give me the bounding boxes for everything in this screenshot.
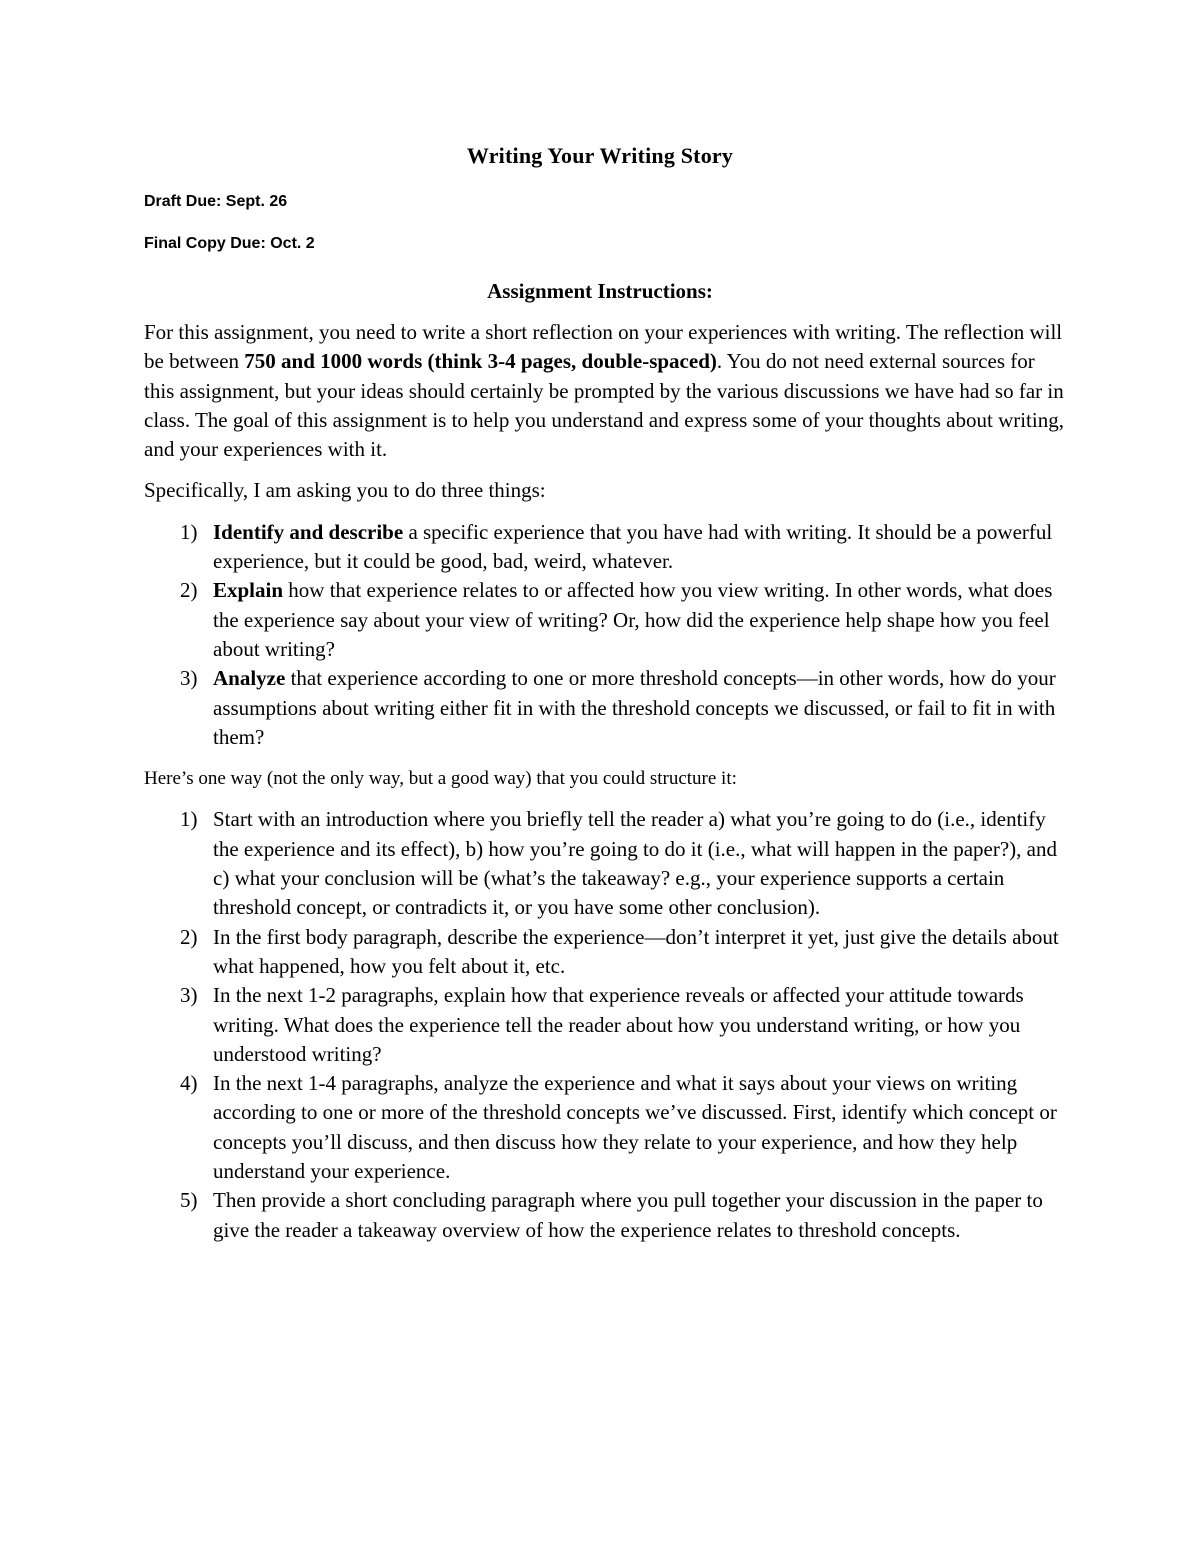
structure-lead: Here’s one way (not the only way, but a good way) that you could structure it:: [144, 768, 737, 790]
list-item: [144, 1186, 1064, 1245]
list-item: [144, 981, 1064, 1069]
task-text: how that experience relates to or affected how you view writing. In other words, what does the experience say about your view of writing? Or, how did the experience help shape how you feel about writing?: [213, 578, 1053, 661]
structure-text: In the first body paragraph, describe the experience—don’t interpret it yet, just give the details about what happened, how you felt about it, etc.: [213, 924, 1059, 978]
list-item: [144, 1069, 1064, 1186]
list-number: 1): [180, 519, 198, 544]
task-keyword: Analyze: [213, 666, 286, 691]
document-title: Writing Your Writing Story: [466, 143, 734, 168]
list-number: 2): [180, 578, 198, 603]
structure-list: [144, 805, 1064, 1244]
task-keyword: Identify and describe: [213, 519, 404, 544]
final-due-date: Final Copy Due: Oct. 2: [144, 235, 315, 252]
structure-text: In the next 1-2 paragraphs, explain how that experience reveals or affected your attitude towards writing. What does the experience tell the reader about how you understand writing, or how you understood writing?: [213, 983, 1024, 1066]
list-number: 5): [180, 1188, 198, 1213]
list-number: 1): [180, 807, 198, 832]
intro-paragraph: [144, 318, 1064, 464]
structure-text: Then provide a short concluding paragraph where you pull together your discussion in the paper to give the reader a takeaway overview of how the experience relates to threshold concepts.: [213, 1188, 1043, 1242]
list-number: 3): [180, 983, 198, 1008]
list-number: 2): [180, 924, 198, 949]
tasks-list: [144, 518, 1064, 752]
task-text: that experience according to one or more threshold concepts—in other words, how do your assumptions about writing either fit in with the threshold concepts we discussed, or fail to fit in with them?: [213, 666, 1056, 749]
task-keyword: Explain: [213, 578, 284, 603]
structure-text: Start with an introduction where you briefly tell the reader a) what you’re going to do (i.e., identify the experience and its effect), b) how you’re going to do it (i.e., what will happen in the paper?), and c) what your conclusion will be (what’s the takeaway? e.g., your experience supports a certain threshold concept, or contradicts it, or you have some other conclusion).: [213, 807, 1057, 920]
list-item: [144, 805, 1064, 922]
list-item: [144, 664, 1064, 752]
intro-text-part1: For this assignment, you need to write a short reflection on your experiences with writing. The reflection will be between: [144, 320, 1063, 374]
list-number: 4): [180, 1071, 198, 1096]
draft-due-date: Draft Due: Sept. 26: [144, 193, 288, 210]
list-item: [144, 923, 1064, 982]
task-text: a specific experience that you have had with writing. It should be a powerful experience, but it could be good, bad, weird, whatever.: [213, 519, 1053, 574]
tasks-lead: Specifically, I am asking you to do three things:: [144, 478, 546, 503]
list-item: [144, 518, 1064, 577]
intro-word-count: 750 and 1000 words (think 3-4 pages, double-spaced): [244, 349, 717, 374]
intro-text-part2: . You do not need external sources for this assignment, but your ideas should certainly be prompted by the various discussions we have had so far in class. The goal of this assignment is to help you understand and express some of your thoughts about writing, and your experiences with it.: [144, 349, 1064, 462]
list-number: 3): [180, 666, 198, 691]
section-heading: Assignment Instructions:: [487, 279, 713, 303]
list-item: [144, 576, 1064, 664]
document-body: [144, 318, 1064, 1257]
structure-text: In the next 1-4 paragraphs, analyze the experience and what it says about your views on writing according to one or more of the threshold concepts we’ve discussed. First, identify which concept or concepts you’ll discuss, and then discuss how they relate to your experience, and how they help understand your experience.: [213, 1071, 1057, 1184]
